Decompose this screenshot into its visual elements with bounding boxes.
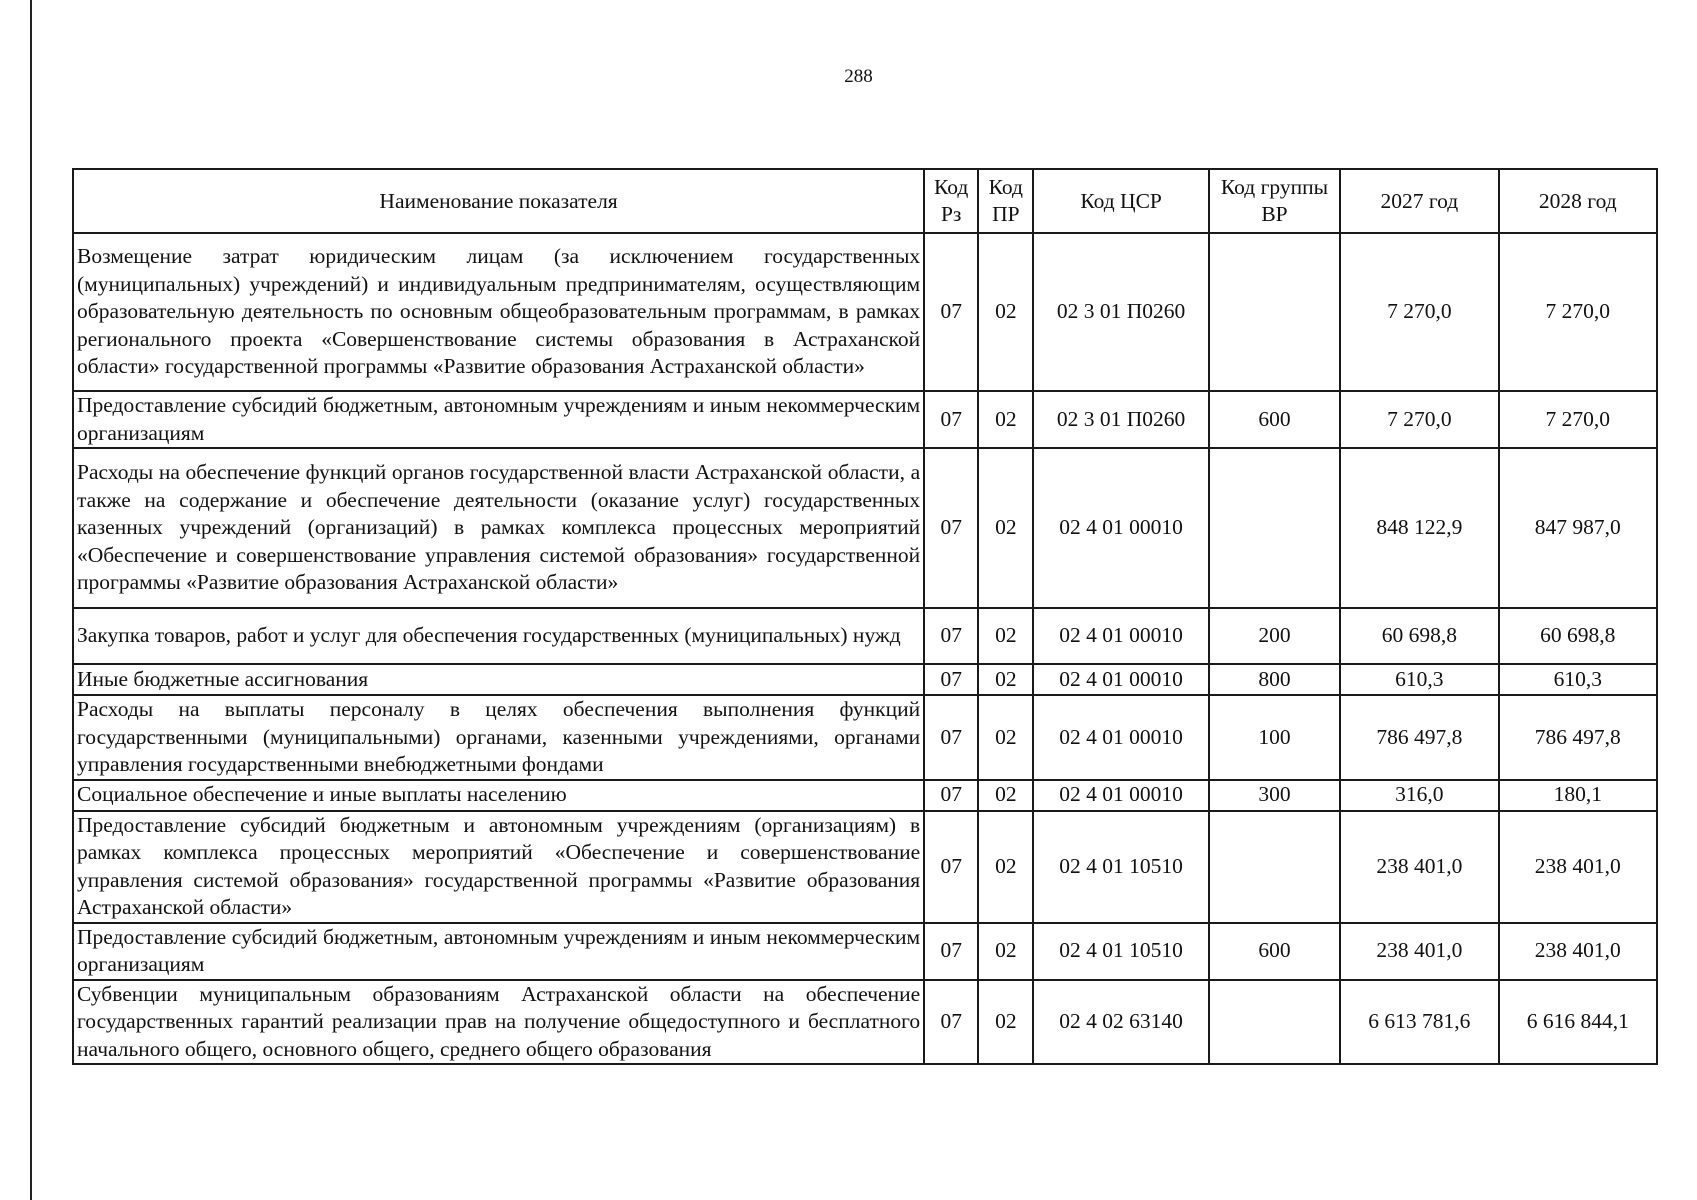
- row-csr: 02 4 02 63140: [1033, 980, 1208, 1065]
- table-row: [73, 695, 1657, 780]
- row-vr: 200: [1209, 608, 1340, 664]
- table-row: [73, 780, 1657, 811]
- row-name: Расходы на обеспечение функций органов государственной власти Астраханской области, а также на содержание и обеспечение деятельности (оказание услуг) государственных казенных учреждений (организаций) в рамках комплекса процессных мероприятий «Обеспечение и совершенствование управления системой образования» государственной программы «Развитие образования Астраханской области»: [73, 448, 924, 608]
- row-2028: 180,1: [1499, 780, 1657, 811]
- row-2028: 610,3: [1499, 664, 1657, 695]
- row-2028: 7 270,0: [1499, 391, 1657, 448]
- row-pr: 02: [978, 391, 1033, 448]
- table-header-row: [73, 169, 1657, 233]
- row-csr: 02 4 01 00010: [1033, 664, 1208, 695]
- row-name: Возмещение затрат юридическим лицам (за исключением государственных (муниципальных) учреждений) и индивидуальным предпринимателям, осуществляющим образовательную деятельность по основным общеобразовательным программам, в рамках регионального проекта «Совершенствование системы образования в Астраханской области» государственной программы «Развитие образования Астраханской области»: [73, 233, 924, 391]
- row-rz: 07: [924, 391, 978, 448]
- row-vr: [1209, 233, 1340, 391]
- row-2027: 786 497,8: [1340, 695, 1498, 780]
- row-2027: 7 270,0: [1340, 233, 1498, 391]
- margin-rule: [30, 0, 32, 1200]
- page-number: 288: [844, 66, 873, 87]
- row-2028: 238 401,0: [1499, 811, 1657, 923]
- row-name: Расходы на выплаты персоналу в целях обеспечения выполнения функций государственными (муниципальными) органами, казенными учреждениями, органами управления государственными внебюджетными фондами: [73, 695, 924, 780]
- row-rz: 07: [924, 923, 978, 980]
- row-vr: 300: [1209, 780, 1340, 811]
- row-vr: [1209, 448, 1340, 608]
- row-csr: 02 3 01 П0260: [1033, 391, 1208, 448]
- row-vr: 600: [1209, 923, 1340, 980]
- row-pr: 02: [978, 811, 1033, 923]
- row-pr: 02: [978, 980, 1033, 1065]
- header-csr: Код ЦСР: [1033, 169, 1208, 233]
- row-2028: 238 401,0: [1499, 923, 1657, 980]
- row-csr: 02 4 01 00010: [1033, 695, 1208, 780]
- table-row: [73, 811, 1657, 923]
- row-vr: [1209, 980, 1340, 1065]
- row-2027: 6 613 781,6: [1340, 980, 1498, 1065]
- row-2028: 847 987,0: [1499, 448, 1657, 608]
- row-csr: 02 4 01 00010: [1033, 780, 1208, 811]
- row-2028: 7 270,0: [1499, 233, 1657, 391]
- row-name: Социальное обеспечение и иные выплаты населению: [73, 780, 924, 811]
- row-2027: 238 401,0: [1340, 923, 1498, 980]
- table-row: [73, 608, 1657, 664]
- row-name: Предоставление субсидий бюджетным и автономным учреждениям (организациям) в рамках комплекса процессных мероприятий «Обеспечение и совершенствование управления системой образования» государственной программы «Развитие образования Астраханской области»: [73, 811, 924, 923]
- budget-table: [72, 168, 1658, 1065]
- row-rz: 07: [924, 780, 978, 811]
- header-pr: Код ПР: [978, 169, 1033, 233]
- row-vr: 600: [1209, 391, 1340, 448]
- header-rz: Код Рз: [924, 169, 978, 233]
- row-vr: 800: [1209, 664, 1340, 695]
- row-rz: 07: [924, 233, 978, 391]
- row-rz: 07: [924, 695, 978, 780]
- row-name: Иные бюджетные ассигнования: [73, 664, 924, 695]
- header-2028: 2028 год: [1499, 169, 1657, 233]
- row-rz: 07: [924, 608, 978, 664]
- row-pr: 02: [978, 780, 1033, 811]
- row-name: Закупка товаров, работ и услуг для обеспечения государственных (муниципальных) нужд: [73, 608, 924, 664]
- table-row: [73, 980, 1657, 1065]
- header-name: Наименование показателя: [73, 169, 924, 233]
- row-csr: 02 4 01 10510: [1033, 811, 1208, 923]
- table-row: [73, 664, 1657, 695]
- row-csr: 02 4 01 00010: [1033, 448, 1208, 608]
- table-row: [73, 391, 1657, 448]
- header-vr: Код группы ВР: [1209, 169, 1340, 233]
- row-pr: 02: [978, 923, 1033, 980]
- row-2027: 610,3: [1340, 664, 1498, 695]
- row-csr: 02 4 01 00010: [1033, 608, 1208, 664]
- row-pr: 02: [978, 448, 1033, 608]
- row-csr: 02 4 01 10510: [1033, 923, 1208, 980]
- row-2027: 316,0: [1340, 780, 1498, 811]
- row-2028: 6 616 844,1: [1499, 980, 1657, 1065]
- table-row: [73, 923, 1657, 980]
- row-2028: 60 698,8: [1499, 608, 1657, 664]
- row-2027: 238 401,0: [1340, 811, 1498, 923]
- row-name: Предоставление субсидий бюджетным, автономным учреждениям и иным некоммерческим организациям: [73, 923, 924, 980]
- row-rz: 07: [924, 664, 978, 695]
- row-2027: 60 698,8: [1340, 608, 1498, 664]
- row-pr: 02: [978, 695, 1033, 780]
- row-pr: 02: [978, 233, 1033, 391]
- row-2027: 7 270,0: [1340, 391, 1498, 448]
- row-rz: 07: [924, 448, 978, 608]
- row-vr: 100: [1209, 695, 1340, 780]
- row-rz: 07: [924, 811, 978, 923]
- row-name: Предоставление субсидий бюджетным, автономным учреждениям и иным некоммерческим организациям: [73, 391, 924, 448]
- row-pr: 02: [978, 608, 1033, 664]
- table-row: [73, 233, 1657, 391]
- row-vr: [1209, 811, 1340, 923]
- row-pr: 02: [978, 664, 1033, 695]
- row-2028: 786 497,8: [1499, 695, 1657, 780]
- row-2027: 848 122,9: [1340, 448, 1498, 608]
- row-name: Субвенции муниципальным образованиям Астраханской области на обеспечение государственных гарантий реализации прав на получение общедоступного и бесплатного начального общего, основного общего, среднего общего образования: [73, 980, 924, 1065]
- row-rz: 07: [924, 980, 978, 1065]
- header-2027: 2027 год: [1340, 169, 1498, 233]
- row-csr: 02 3 01 П0260: [1033, 233, 1208, 391]
- table-row: [73, 448, 1657, 608]
